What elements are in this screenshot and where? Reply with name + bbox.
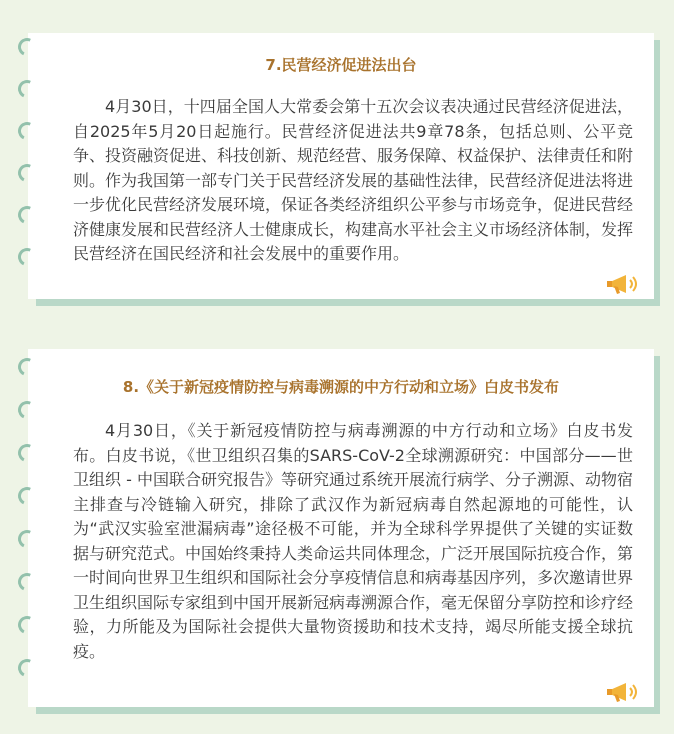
megaphone-icon [606,679,640,705]
article-card-2 [28,349,654,707]
article-body-1: 4月30日，十四届全国人大常委会第十五次会议表决通过民营经济促进法，自2025年5月20日起施行。民营经济促进法共9章78条，包括总则、公平竞争、投资融资促进、科技创新、规范经营、服务保障、权益保护、法律责任和附则。作为我国第一部专门关于民营经济发展的基础性法律，民营经济促进法将进一步优化民营经济发展环境，保证各类经济组织公平参与市场竞争，促进民营经济健康发展和民营经济人士健康成长，构建高水平社会主义市场经济体制，发挥民营经济在国民经济和社会发展中的重要作用。 [73,97,634,263]
article-body-2: 4月30日，《关于新冠疫情防控与病毒溯源的中方行动和立场》白皮书发布。白皮书说，《世卫组织召集的SARS-CoV-2全球溯源研究：中国部分——世卫组织 - 中国联合研究报告》等研究通过系统开展流行病学、分子溯源、动物宿主排查与冷链输入研究，排除了武汉作为新冠病毒自然起源地的可能性，认为“武汉实验室泄漏病毒”途径极不可能，并为全球科学界提供了关键的实证数据与研究范式。中国始终秉持人类命运共同体理念，广泛开展国际抗疫合作，第一时间向世界卫生组织和国际社会分享疫情信息和病毒基因序列，多次邀请世界卫生组织国际专家组到中国开展新冠病毒溯源合作，毫无保留分享防控和诊疗经验，力所能及为国际社会提供大量物资援助和技术支持，竭尽所能支援全球抗疫。 [73,421,634,661]
article-title-1: 7.民营经济促进法出台 [265,56,417,74]
megaphone-icon [606,271,640,297]
article-title-2: 8.《关于新冠疫情防控与病毒溯源的中方行动和立场》白皮书发布 [122,378,560,396]
article-card-1 [28,33,654,299]
